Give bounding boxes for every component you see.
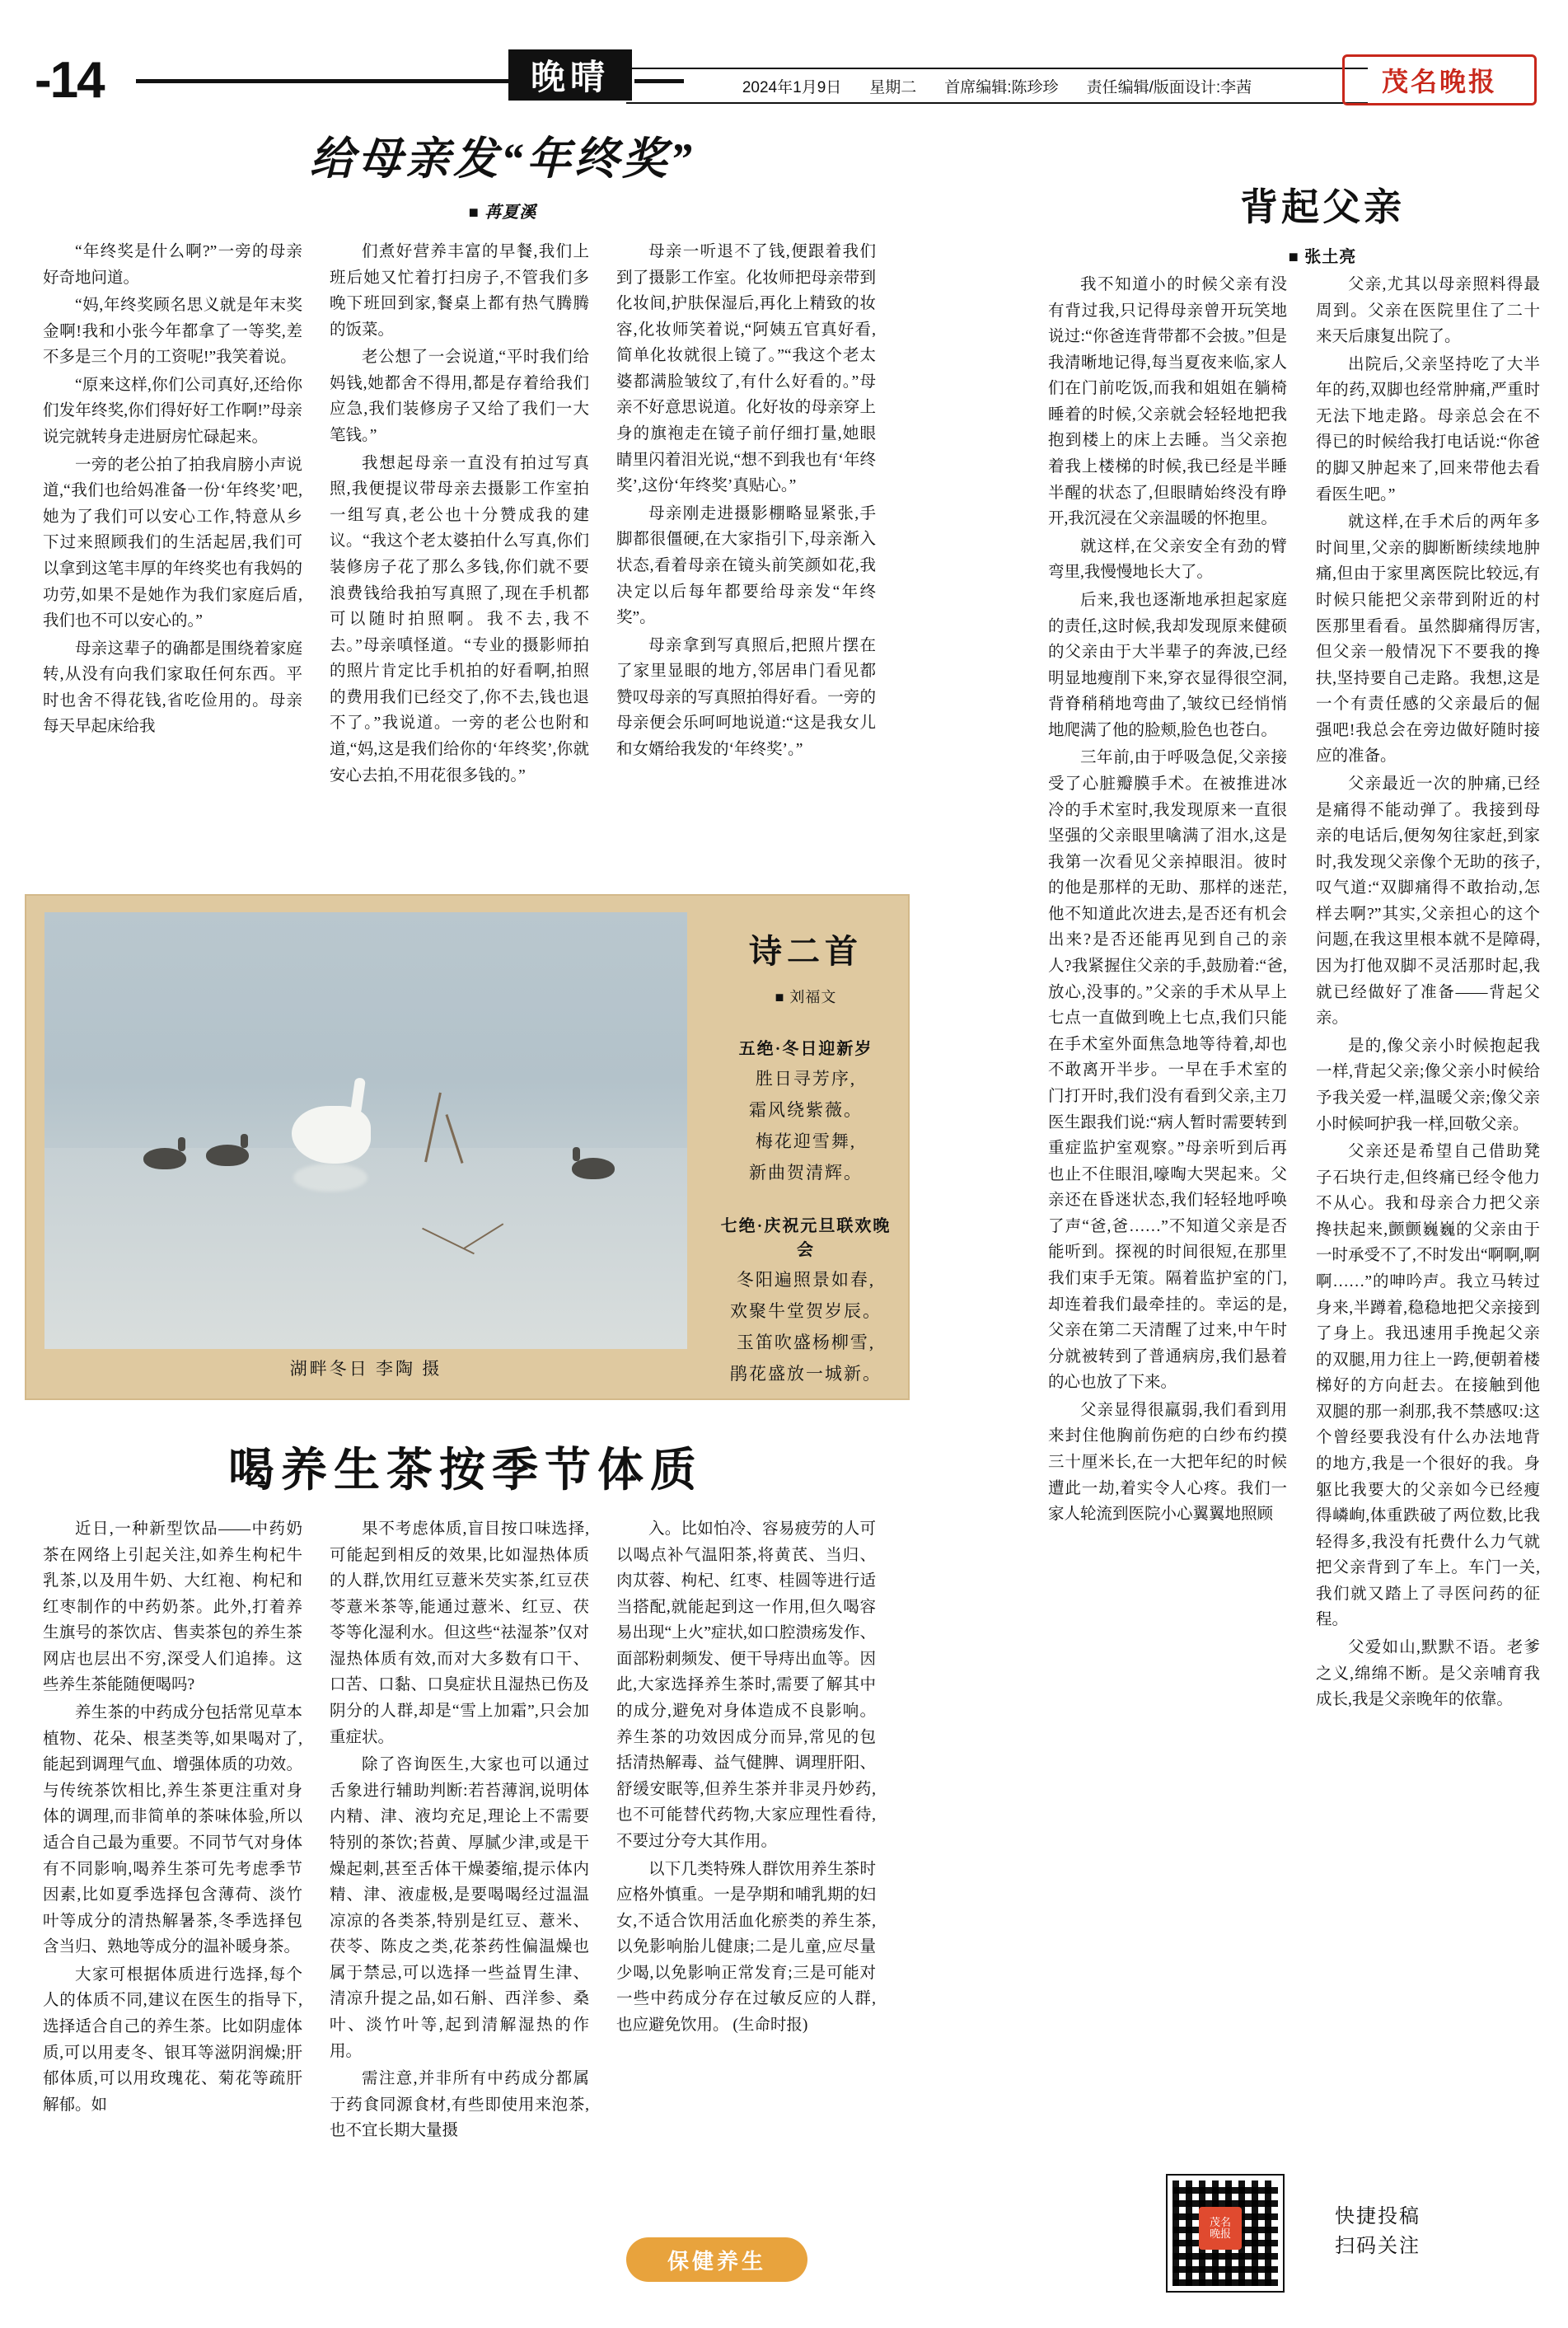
paragraph: 母亲刚走进摄影棚略显紧张,手脚都很僵硬,在大家指引下,母亲渐入状态,看着母亲在镜头前笑颜如花,我决定以后每年都要给母亲发“年终奖”。 xyxy=(616,504,876,627)
paragraph: 近日,一种新型饮品——中药奶茶在网络上引起关注,如养生枸杞牛乳茶,以及用牛奶、大红袍、枸杞和红枣制作的中药奶茶。此外,打着养生旗号的茶饮店、售卖茶包的养生茶网店也层出不穷,深受人们追捧。这些养生茶能随便喝吗? xyxy=(43,1520,302,1694)
paragraph: “年终奖是什么啊?”一旁的母亲好奇地问道。 xyxy=(43,243,302,287)
responsible-editor: 责任编辑/版面设计:李茜 xyxy=(1086,78,1252,96)
poem1-title: 五绝·冬日迎新岁 xyxy=(738,1040,873,1058)
paragraph xyxy=(616,1857,876,2039)
paragraph: 老公想了一会说道,“平时我们给妈钱,她都舍不得用,都是存着给我们应急,我们装修房子又给了我们一大笔钱。” xyxy=(330,349,589,445)
paragraph: 三年前,由于呼吸急促,父亲接受了心脏瓣膜手术。在被推进冰冷的手术室时,我发现原来一直很坚强的父亲眼里噙满了泪水,这是我第一次看见父亲掉眼泪。彼时的他是那样的无助、那样的迷茫,他不知道此次进去,是否还有机会出来?是否还能再见到自己的亲人?我紧握住父亲的手,鼓励着:“爸,放心,没事的。”父亲的手术从早上七点一直做到晚上七点,我们只能在手术室外面焦急地等待着,却也不敢离开半步。一早在手术室的门打开时,我们没有看到父亲,主刀医生跟我们说:“病人暂时需要转到重症监护室观察。”母亲听到后再也止不住眼泪,嚎啕大哭起来。父亲还在昏迷状态,我们轻轻地呼唤了声“爸,爸……”不知道父亲是否能听到。探视的时间很短,在那里我们束手无策。隔着监护室的门,却连着我们最牵挂的。幸运的是,父亲在第二天清醒了过来,中午时分就被转到了普通病房,我们悬着的心也放了下来。 xyxy=(1048,749,1287,1392)
poem2-line: 鹃花盛放一城新。 xyxy=(730,1364,882,1384)
paragraph: 父亲还是希望自己借助凳子石块行走,但终痛已经令他力不从心。我和母亲合力把父亲搀扶起来,颤颤巍巍的父亲由于一时承受不了,不时发出“啊啊,啊啊……”的呻吟声。我立马转过身来,半蹲着,稳稳地把父亲接到了身上。我迅速用手挽起父亲的双腿,用力往上一跨,便朝着楼梯好的方向赶去。在接触到他双腿的那一刹那,我不禁感叹:这个曾经要我没有什么办法地背的地方,我是一个很好的我。身躯比我要大的父亲如今已经瘦得嶙峋,体重跌破了两位数,比我轻得多,我没有托费什么力气就把父亲背到了车上。车门一关,我们就又踏上了寻医问药的征程。 xyxy=(1316,1143,1540,1629)
paragraph: 我想起母亲一直没有拍过写真照,我便提议带母亲去摄影工作室拍一组写真,老公也十分赞成我的建议。“我这个老太婆拍什么写真,你们装修房子花了那么多钱,你们就不要浪费钱给我拍写真照了,现在手机都可以随时拍照啊。我不去,我不去。”母亲嗔怪道。“专业的摄影师拍的照片肯定比手机拍的好看啊,拍照的费用我们已经交了,你不去,钱也退不了。”我说道。一旁的老公也附和道,“妈,这是我们给你的‘年终奖’,你就安心去拍,不用花很多钱的。” xyxy=(330,454,589,785)
article2-title xyxy=(1149,177,1495,267)
article1-title xyxy=(247,124,758,222)
article2-title-text: 背起父亲 xyxy=(1240,186,1405,228)
poem2-title: 七绝·庆祝元旦联欢晚会 xyxy=(720,1217,892,1259)
article2-column-2 xyxy=(1316,272,1540,1715)
section-badge: 晚晴 xyxy=(508,49,632,101)
paragraph: 后来,我也逐渐地承担起家庭的责任,这时候,我却发现原来健硕的父亲由于大半辈子的奔波,已经明显地瘦削下来,穿衣显得很空洞,背脊稍稍地弯曲了,皱纹已经悄悄地爬满了他的脸颊,脸色也苍白。 xyxy=(1048,591,1287,739)
duck-icon xyxy=(143,1148,186,1169)
paragraph: 我不知道小的时候父亲有没有背过我,只记得母亲曾开玩笑地说过:“你爸连背带都不会披。”但是我清晰地记得,每当夏夜来临,家人们在门前吃饭,而我和姐姐在躺椅睡着的时候,父亲就会轻轻地把我抱到楼上的床上去睡。当父亲抱着我上楼梯的时候,我已经是半睡半醒的状态了,但眼睛始终没有睁开,我沉浸在父亲温暖的怀抱里。 xyxy=(1048,276,1287,528)
qr-logo: 茂名 晚报 xyxy=(1199,2207,1242,2250)
article2-column-1 xyxy=(1048,272,1287,1529)
article1-column-3 xyxy=(616,239,876,765)
article1-column-2 xyxy=(330,239,589,790)
paragraph: 养生茶的中药成分包括常见草本植物、花朵、根茎类等,如果喝对了,能起到调理气血、增强体质的功效。与传统茶饮相比,养生茶更注重对身体的调理,而非简单的茶味体验,所以适合自己最为重要。不同节气对身体有不同影响,喝养生茶可先考虑季节因素,比如夏季选择包含薄荷、淡竹叶等成分的清热解暑茶,冬季选择包含当归、熟地等成分的温补暖身茶。 xyxy=(43,1704,302,1956)
article2-byline: ■ 张土亮 xyxy=(1288,248,1357,266)
paragraph: “妈,年终奖顾名思义就是年末奖金啊!我和小张今年都拿了一等奖,差不多是三个月的工资呢!”我笑着说。 xyxy=(43,297,302,367)
poem-section-title: 诗二首 xyxy=(749,933,863,970)
paragraph: 父亲显得很羸弱,我们看到用来封住他胸前伤疤的白纱布约摸三十厘米长,在一大把年纪的时候遭此一劫,着实令人心疼。我们一家人轮流到医院小心翼翼地照顾 xyxy=(1048,1401,1287,1524)
duck-icon xyxy=(206,1145,249,1166)
poem1-line: 胜日寻芳序, xyxy=(755,1069,857,1089)
article1-column-1 xyxy=(43,239,302,742)
paragraph: 是的,像父亲小时候抱起我一样,背起父亲;像父亲小时候给予我关爱一样,温暖父亲;像父亲小时候呵护我一样,回敬父亲。 xyxy=(1316,1037,1540,1133)
swan-icon xyxy=(292,1106,371,1164)
qr-caption-line2: 扫码关注 xyxy=(1335,2235,1421,2257)
paragraph: 除了咨询医生,大家也可以通过舌象进行辅助判断:若苔薄润,说明体内精、津、液均充足,理论上不需要特别的茶饮;苔黄、厚腻少津,或是干燥起刺,甚至舌体干燥萎缩,提示体内精、津、液虚极,是要喝喝经过温温凉凉的各类茶,特别是红豆、薏米、茯苓、陈皮之类,花茶药性偏温燥也属于禁忌,可以选择一些益胃生津、清凉升提之品,如石斛、西洋参、桑叶、淡竹叶等,起到清解湿热的作用。 xyxy=(330,1756,589,2060)
paragraph: 入。比如怕冷、容易疲劳的人可以喝点补气温阳茶,将黄芪、当归、肉苁蓉、枸杞、红枣、桂圆等进行适当搭配,就能起到这一作用,但久喝容易出现“上火”症状,如口腔溃疡发作、面部粉刺频发、便干导痔出血等。因此,大家选择养生茶时,需要了解其中的成分,避免对身体造成不良影响。养生茶的功效因成分而异,常见的包括清热解毒、益气健脾、调理肝阳、舒缓安眠等,但养生茶并非灵丹妙药,也不可能替代药物,大家应理性看待,不要过分夸大其作用。 xyxy=(616,1520,876,1850)
masthead xyxy=(0,31,1568,109)
masthead-meta xyxy=(626,68,1368,104)
paragraph: “原来这样,你们公司真好,还给你们发年终奖,你们得好好工作啊!”母亲说完就转身走进厨房忙碌起来。 xyxy=(43,376,302,447)
paragraph: 父亲,尤其以母亲照料得最周到。父亲在医院里住了二十来天后康复出院了。 xyxy=(1316,276,1540,346)
qr-caption xyxy=(1335,2202,1421,2261)
paragraph: 就这样,在父亲安全有劲的臂弯里,我慢慢地长大了。 xyxy=(1048,537,1287,582)
article3-column-3 xyxy=(616,1516,876,2040)
paragraph: 们煮好营养丰富的早餐,我们上班后她又忙着打扫房子,不管我们多晚下班回到家,餐桌上都有热气腾腾的饭菜。 xyxy=(330,243,589,339)
poem2-line: 冬阳遍照景如春, xyxy=(736,1270,876,1290)
article3-title: 喝养生茶按季节体质 xyxy=(228,1444,703,1496)
paragraph: 一旁的老公拍了拍我肩膀小声说道,“我们也给妈准备一份‘年终奖’吧,她为了我们可以安心工作,特意从乡下过来照顾我们的生活起居,我们可以拿到这笔丰厚的年终奖也有我妈的功劳,如果不是她作为我们家庭后盾,我们也不可以安心的。” xyxy=(43,456,302,630)
photo-caption: 湖畔冬日 李陶 摄 xyxy=(289,1359,442,1379)
article1-byline: ■ 苒夏溪 xyxy=(468,204,537,222)
paragraph: 母亲拿到写真照后,把照片摆在了家里显眼的地方,邻居串门看见都赞叹母亲的写真照拍得好看。一旁的母亲便会乐呵呵地说道:“这是我女儿和女婿给我发的‘年终奖’。” xyxy=(616,636,876,758)
paragraph: 果不考虑体质,盲目按口味选择,可能起到相反的效果,比如湿热体质的人群,饮用红豆薏米芡实茶,红豆茯苓薏米茶等,能通过薏米、红豆、茯苓等化湿利水。但这些“祛湿茶”仅对湿热体质有效,而对大多数有口干、口苦、口黏、口臭症状且湿热已伤及阴分的人群,却是“雪上加霜”,只会加重症状。 xyxy=(330,1520,589,1746)
paragraph: 父爱如山,默默不语。老爹之义,绵绵不断。是父亲哺育我成长,我是父亲晚年的依靠。 xyxy=(1316,1639,1540,1709)
poem2-line: 欢聚牛堂贺岁辰。 xyxy=(730,1301,882,1321)
article3-column-2 xyxy=(330,1516,589,2146)
poem1-line: 霜风绕紫薇。 xyxy=(749,1100,863,1120)
issue-weekday: 星期二 xyxy=(869,78,917,96)
paragraph-text: 以下几类特殊人群饮用养生茶时应格外慎重。一是孕期和哺乳期的妇女,不适合饮用活血化瘀类的养生茶,以免影响胎儿健康;二是儿童,应尽量少喝,以免影响正常发育;三是可能对一些中药成分存在过敏反应的人群,也应避免饮用。 xyxy=(616,1860,876,2034)
paragraph: 需注意,并非所有中药成分都属于药食同源食材,有些即使用来泡茶,也不宜长期大量摄 xyxy=(330,2070,589,2140)
poem1-line: 新曲贺清辉。 xyxy=(749,1163,863,1183)
paragraph: 母亲一听退不了钱,便跟着我们到了摄影工作室。化妆师把母亲带到化妆间,护肤保湿后,再化上精致的妆容,化妆师笑着说,“阿姨五官真好看,简单化妆就很上镜了。”“我这个老太婆都满脸皱纹了,有什么好看的。”母亲不好意思说道。化好妆的母亲穿上身的旗袍走在镜子前仔细打量,她眼睛里闪着泪光说,“想不到我也有‘年终奖’,这份‘年终奖’真贴心。” xyxy=(616,243,876,495)
article3-source: (生命时报) xyxy=(733,2016,808,2034)
chief-editor: 首席编辑:陈珍珍 xyxy=(944,78,1059,96)
poem-block xyxy=(715,911,896,1385)
paragraph: 出院后,父亲坚持吃了大半年的药,双脚也经常肿痛,严重时无法下地走路。母亲总会在不得已的时候给我打电话说:“你爸的脚又肿起来了,回来带他去看看医生吧。” xyxy=(1316,355,1540,504)
category-pill: 保健养生 xyxy=(626,2237,807,2282)
paragraph: 父亲最近一次的肿痛,已经是痛得不能动弹了。我接到母亲的电话后,便匆匆往家赶,到家时,我发现父亲像个无助的孩子,叹气道:“双脚痛得不敢抬动,怎样去啊?”其实,父亲担心的这个问题,在我这里根本就不是障碍,因为打他双脚不灵活那时起,我就已经做好了准备——背起父亲。 xyxy=(1316,775,1540,1028)
paragraph: 母亲这辈子的确都是围绕着家庭转,从没有向我们家取任何东西。平时也舍不得花钱,省吃俭用的。母亲每天早起床给我 xyxy=(43,639,302,736)
article3-column-1 xyxy=(43,1516,302,2120)
poem2-line: 玉笛吹盛杨柳雪, xyxy=(736,1333,876,1352)
paragraph: 就这样,在手术后的两年多时间里,父亲的脚断断续续地肿痛,但由于家里离医院比较远,有时候只能把父亲带到附近的村医那里看看。虽然脚痛得厉害,但父亲一般情况下不要我的搀扶,坚持要自己走路。我想,这是一个有责任感的父亲最后的倔强吧!我总会在旁边做好随时接应的准备。 xyxy=(1316,513,1540,766)
winter-lake-photo xyxy=(44,912,687,1349)
masthead-rule-left xyxy=(136,79,515,83)
poem-author: ■ 刘福文 xyxy=(775,989,837,1005)
article1-title-text: 给母亲发“年终奖” xyxy=(310,134,695,184)
page-number: -14 xyxy=(35,52,104,109)
photo-poem-panel xyxy=(25,894,910,1400)
issue-date: 2024年1月9日 xyxy=(742,78,842,96)
paper-logo: 茂名晚报 xyxy=(1342,54,1537,105)
swan-reflection xyxy=(293,1164,367,1192)
paragraph: 大家可根据体质进行选择,每个人的体质不同,建议在医生的指导下,选择适合自己的养生茶。比如阴虚体质,可以用麦冬、银耳等滋阴润燥;肝郁体质,可以用玫瑰花、菊花等疏肝解郁。如 xyxy=(43,1965,302,2114)
qr-caption-line1: 快捷投稿 xyxy=(1335,2205,1421,2227)
duck-icon xyxy=(572,1158,615,1179)
poem1-line: 梅花迎雪舞, xyxy=(755,1131,857,1151)
